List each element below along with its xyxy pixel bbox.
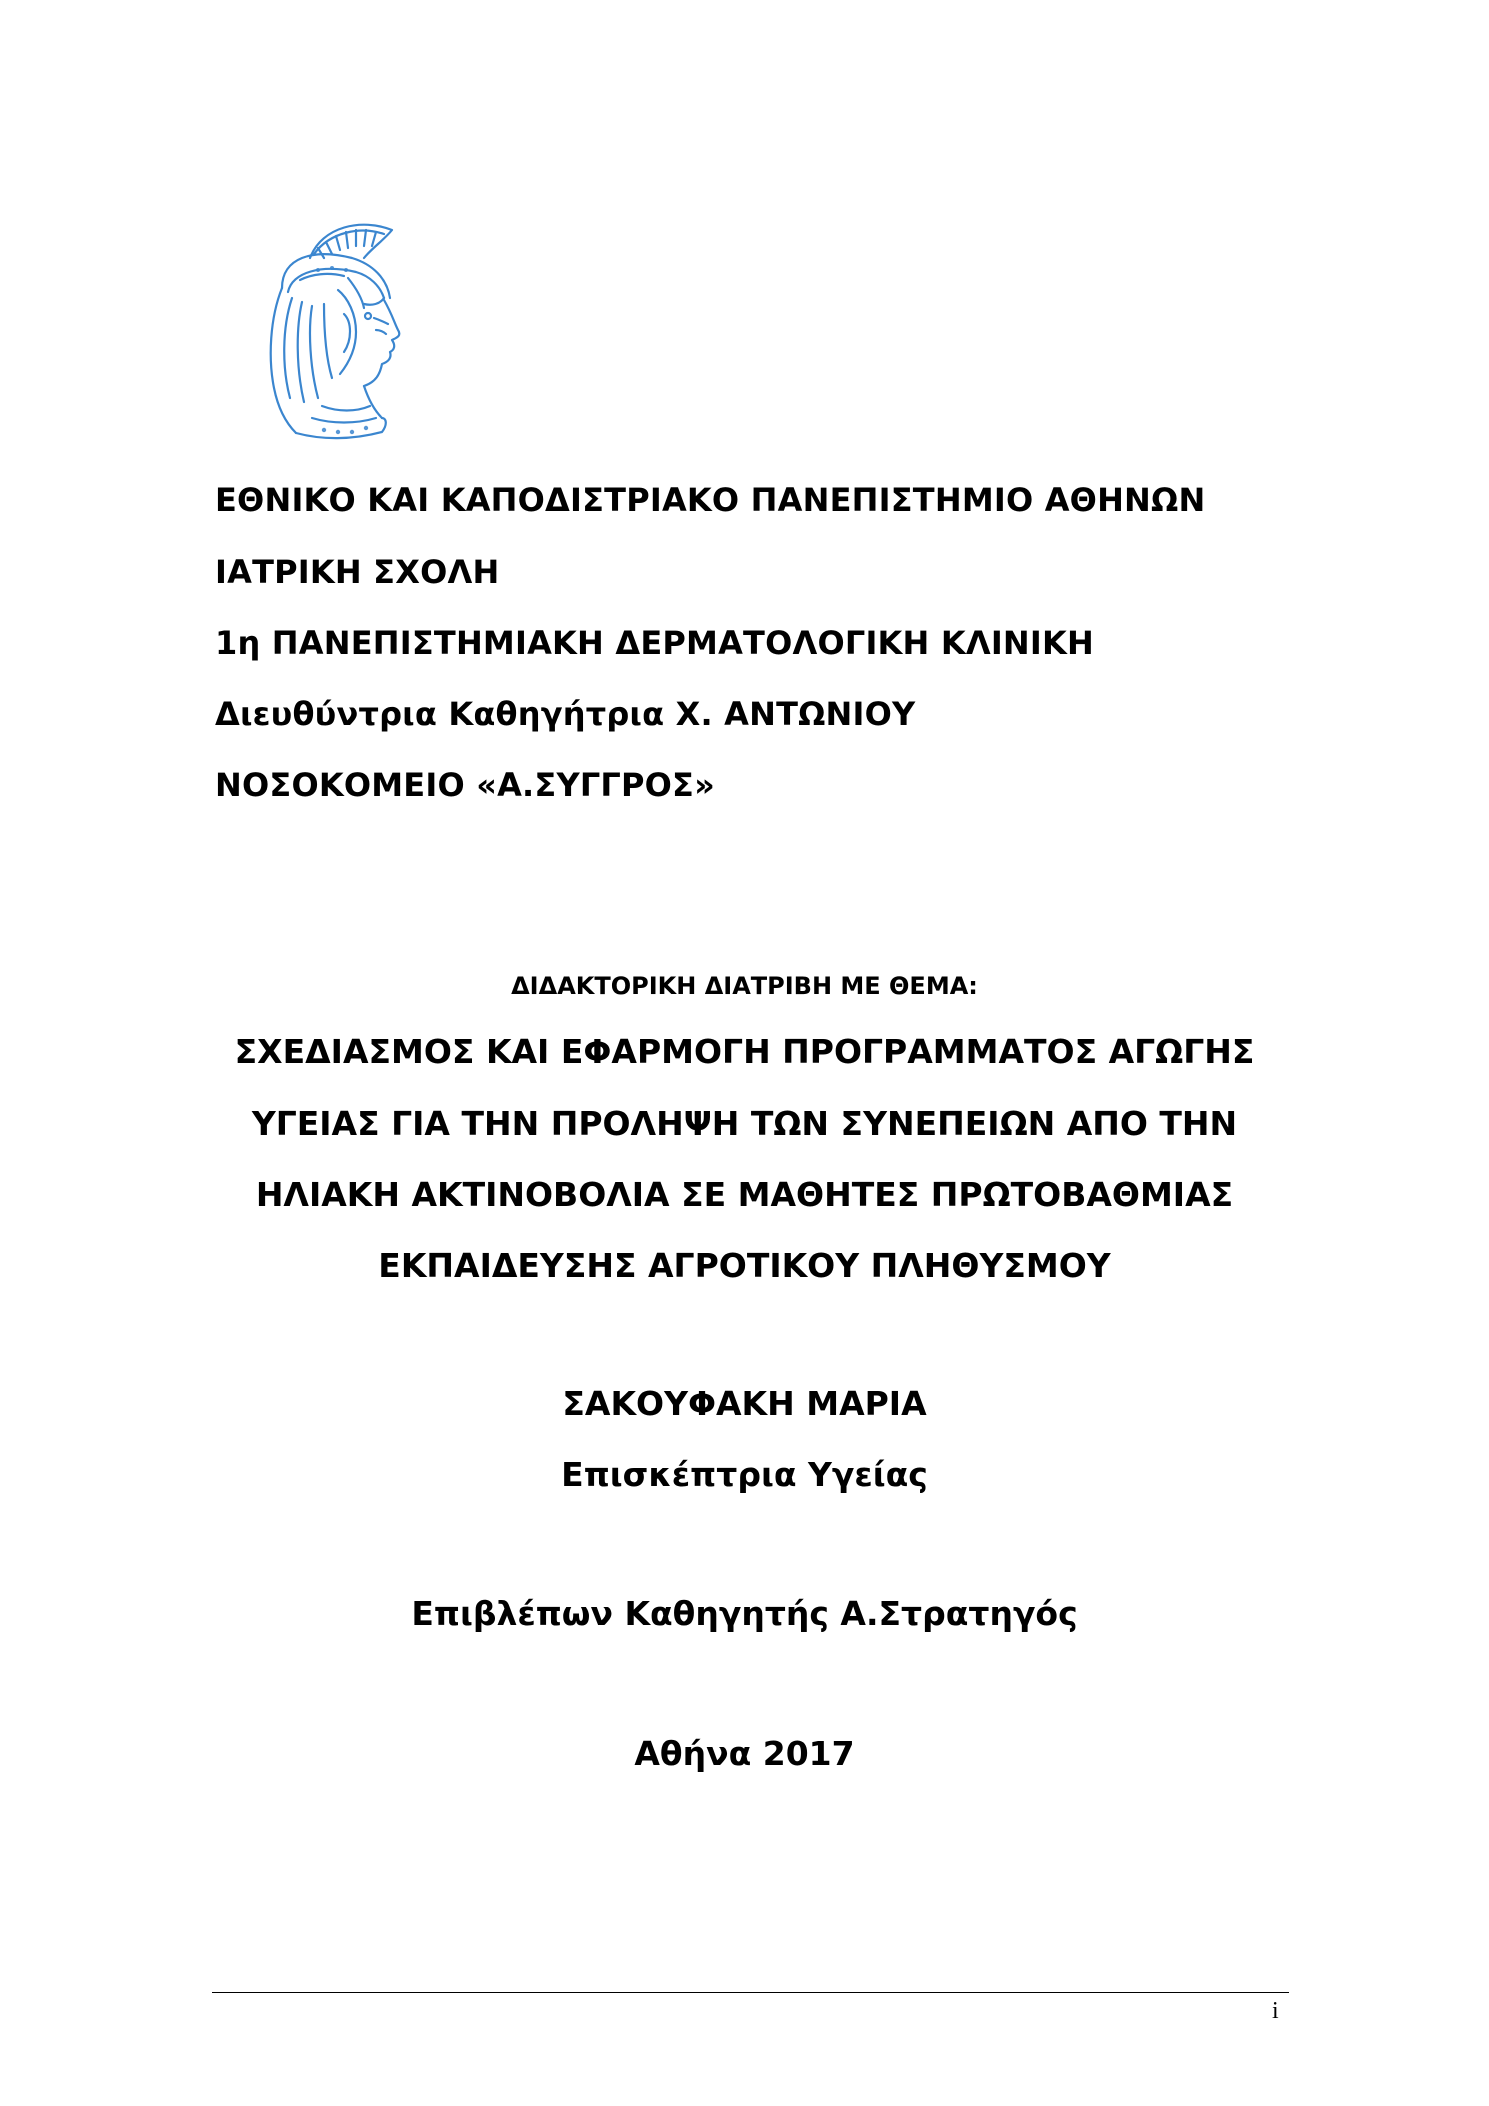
- thesis-title-line: ΥΓΕΙΑΣ ΓΙΑ ΤΗΝ ΠΡΟΛΗΨΗ ΤΩΝ ΣΥΝΕΠΕΙΩΝ ΑΠΟ ΤΗΝ: [251, 1104, 1238, 1143]
- place-date: Αθήνα 2017: [634, 1734, 855, 1773]
- thesis-title-line: ΣΧΕΔΙΑΣΜΟΣ ΚΑΙ ΕΦΑΡΜΟΓΗ ΠΡΟΓΡΑΜΜΑΤΟΣ ΑΓΩΓΗΣ: [234, 1032, 1255, 1071]
- clinic-director: Διευθύντρια Καθηγήτρια Χ. ΑΝΤΩΝΙΟΥ: [215, 695, 916, 733]
- thesis-title-line: ΕΚΠΑΙΔΕΥΣΗΣ ΑΓΡΟΤΙΚΟΥ ΠΛΗΘΥΣΜΟΥ: [378, 1246, 1111, 1285]
- university-name: ΕΘΝΙΚΟ ΚΑΙ ΚΑΠΟΔΙΣΤΡΙΑΚΟ ΠΑΝΕΠΙΣΤΗΜΙΟ ΑΘΗΝΩΝ: [215, 481, 1206, 519]
- author-role: Επισκέπτρια Υγείας: [561, 1455, 928, 1494]
- supervisor: Επιβλέπων Καθηγητής Α.Στρατηγός: [411, 1594, 1078, 1633]
- thesis-subject-label: ΔΙΔΑΚΤΟΡΙΚΗ ΔΙΑΤΡΙΒΗ ΜΕ ΘΕΜΑ:: [511, 972, 978, 1000]
- author-name: ΣΑΚΟΥΦΑΚΗ ΜΑΡΙΑ: [562, 1384, 927, 1423]
- school-name: ΙΑΤΡΙΚΗ ΣΧΟΛΗ: [215, 553, 500, 591]
- footer-divider: [212, 1992, 1289, 1993]
- clinic-name: 1η ΠΑΝΕΠΙΣΤΗΜΙΑΚΗ ΔΕΡΜΑΤΟΛΟΓΙΚΗ ΚΛΙΝΙΚΗ: [215, 624, 1095, 662]
- hospital-name: ΝΟΣΟΚΟΜΕΙΟ «Α.ΣΥΓΓΡΟΣ»: [215, 766, 715, 804]
- thesis-title-line: ΗΛΙΑΚΗ ΑΚΤΙΝΟΒΟΛΙΑ ΣΕ ΜΑΘΗΤΕΣ ΠΡΩΤΟΒΑΘΜΙΑΣ: [255, 1175, 1234, 1214]
- athena-head-logo-icon: [252, 218, 412, 448]
- page-number: i: [1272, 1998, 1279, 2024]
